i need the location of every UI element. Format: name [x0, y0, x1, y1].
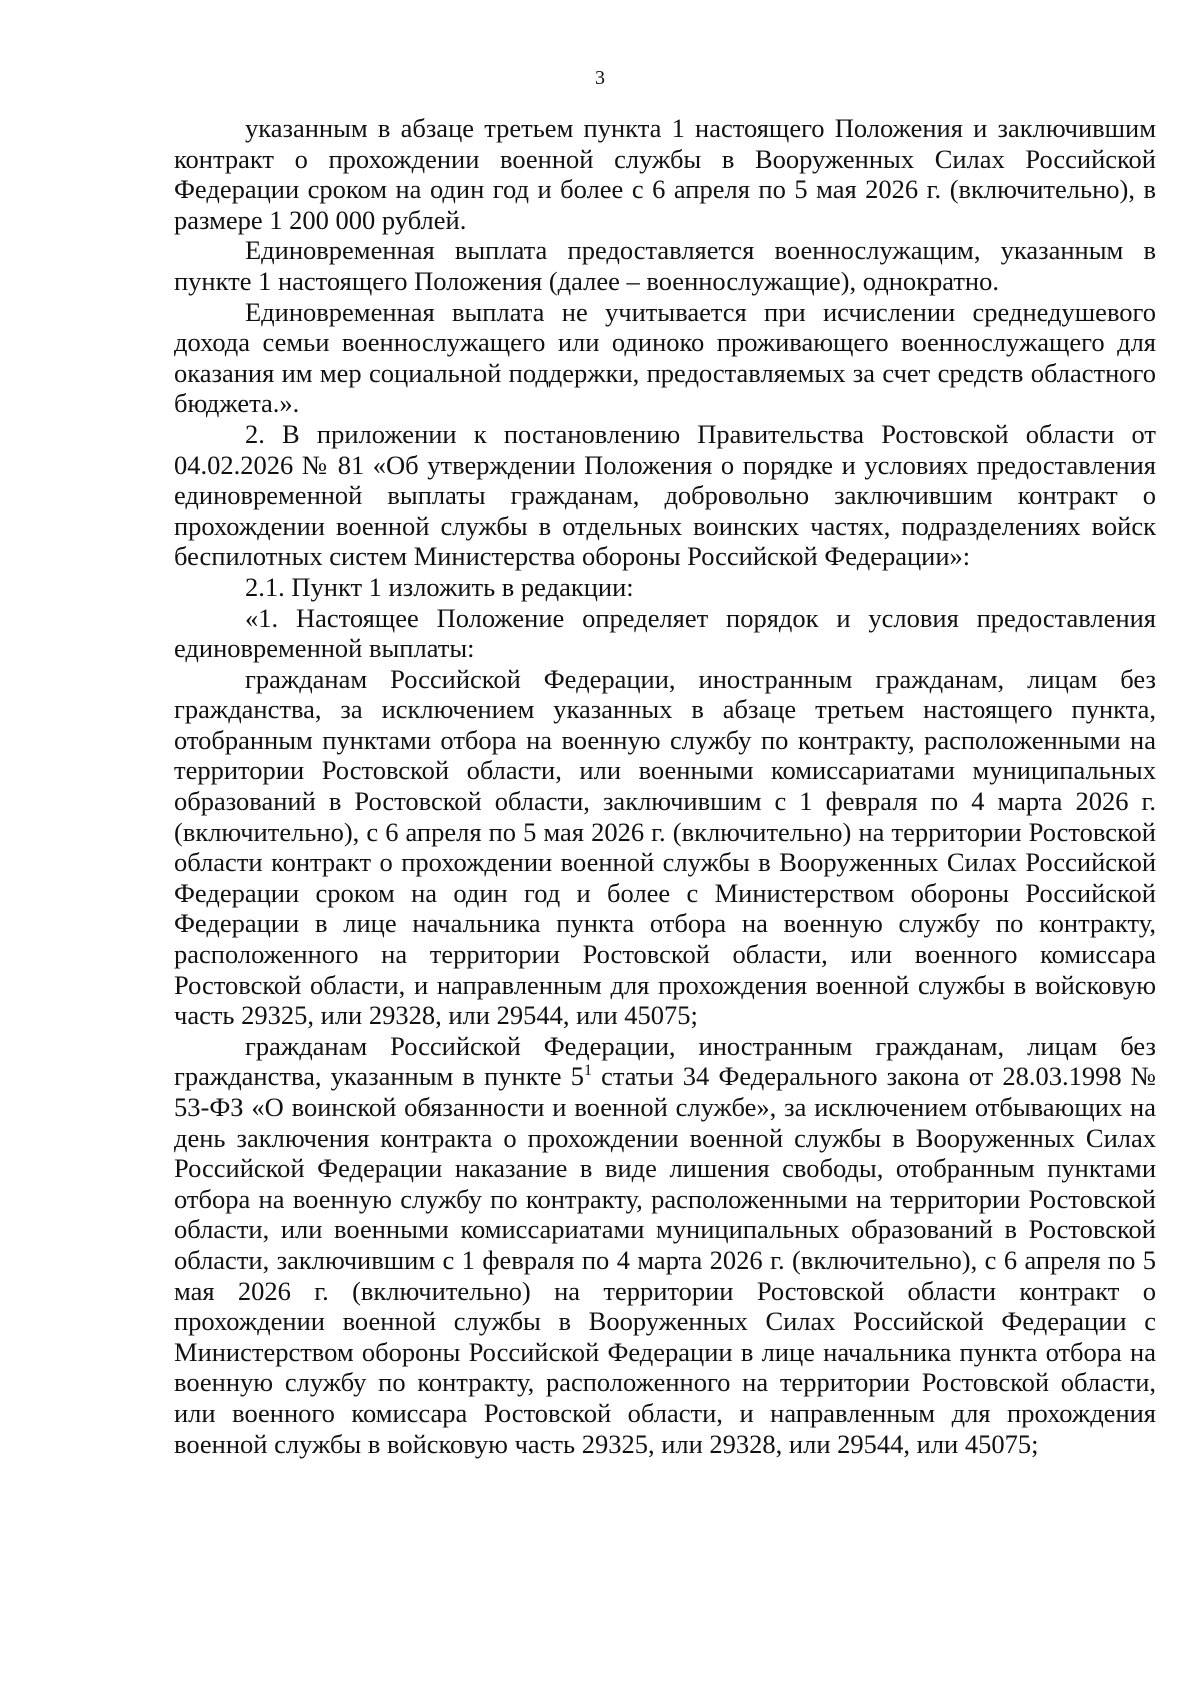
superscript: 1 [583, 1062, 592, 1080]
paragraph-3: Единовременная выплата не учитывается при исчислении среднедушевого дохода семьи военнослужащего или одиноко проживающего военнослужащего для оказания им мер социальной поддержки, предоставляемых за счет средств областного бюджета.». [174, 296, 1156, 419]
page-number: 3 [595, 67, 605, 89]
paragraph-4: 2. В приложении к постановлению Правительства Ростовской области от 04.02.2026 № 81 «Об утверждении Положения о порядке и условиях предоставления единовременной выплаты гражданам, добровольно заключившим контракт о прохождении военной службы в отдельных воинских частях, подразделениях войск беспилотных систем Министерства обороны Российской Федерации»: [174, 418, 1156, 572]
paragraph-8-part-1: гражданам Российской Федерации, иностранным гражданам, лицам без гражданства, указанным в пункте 5 [174, 1030, 1156, 1092]
paragraph-2: Единовременная выплата предоставляется военнослужащим, указанным в пункте 1 настоящего Положения (далее – военнослужащие), однократно. [174, 235, 1156, 296]
document-body [174, 113, 1156, 1459]
paragraph-8-part-2: статьи 34 Федерального закона от 28.03.1998 № 53-ФЗ «О воинской обязанности и военной службе», за исключением отбывающих на день заключения контракта о прохождении военной службы в Вооруженных Силах Российской Федерации наказание в виде лишения свободы, отобранным пунктами отбора на военную службу по контракту, расположенными на территории Ростовской области, или военными комиссариатами муниципальных образований в Ростовской области, заключившим с 1 февраля по 4 марта 2026 г. (включительно), с 6 апреля по 5 мая 2026 г. (включительно) на территории Ростовской области контракт о прохождении военной службы в Вооруженных Силах Российской Федерации с Министерством обороны Российской Федерации в лице начальника пункта отбора на военную службу по контракту, расположенного на территории Ростовской области, или военного комиссара Ростовской области, и направленным для прохождения военной службы в войсковую часть 29325, или 29328, или 29544, или 45075; [174, 1061, 1156, 1459]
paragraph-5: 2.1. Пункт 1 изложить в редакции: [245, 571, 634, 602]
paragraph-7: гражданам Российской Федерации, иностранным гражданам, лицам без гражданства, за исключением указанных в абзаце третьем настоящего пункта, отобранным пунктами отбора на военную службу по контракту, расположенными на территории Ростовской области, или военными комиссариатами муниципальных образований в Ростовской области, заключившим с 1 февраля по 4 марта 2026 г. (включительно), с 6 апреля по 5 мая 2026 г. (включительно) на территории Ростовской области контракт о прохождении военной службы в Вооруженных Силах Российской Федерации сроком на один год и более с Министерством обороны Российской Федерации в лице начальника пункта отбора на военную службу по контракту, расположенного на территории Ростовской области, или военного комиссара Ростовской области, и направленным для прохождения военной службы в войсковую часть 29325, или 29328, или 29544, или 45075; [174, 663, 1156, 1031]
paragraph-6: «1. Настоящее Положение определяет порядок и условия предоставления единовременной выплаты: [174, 602, 1156, 664]
paragraph-8 [174, 1031, 1156, 1459]
paragraph-1: указанным в абзаце третьем пункта 1 настоящего Положения и заключившим контракт о прохождении военной службы в Вооруженных Силах Российской Федерации сроком на один год и более с 6 апреля по 5 мая 2026 г. (включительно), в размере 1 200 000 рублей. [174, 113, 1156, 235]
